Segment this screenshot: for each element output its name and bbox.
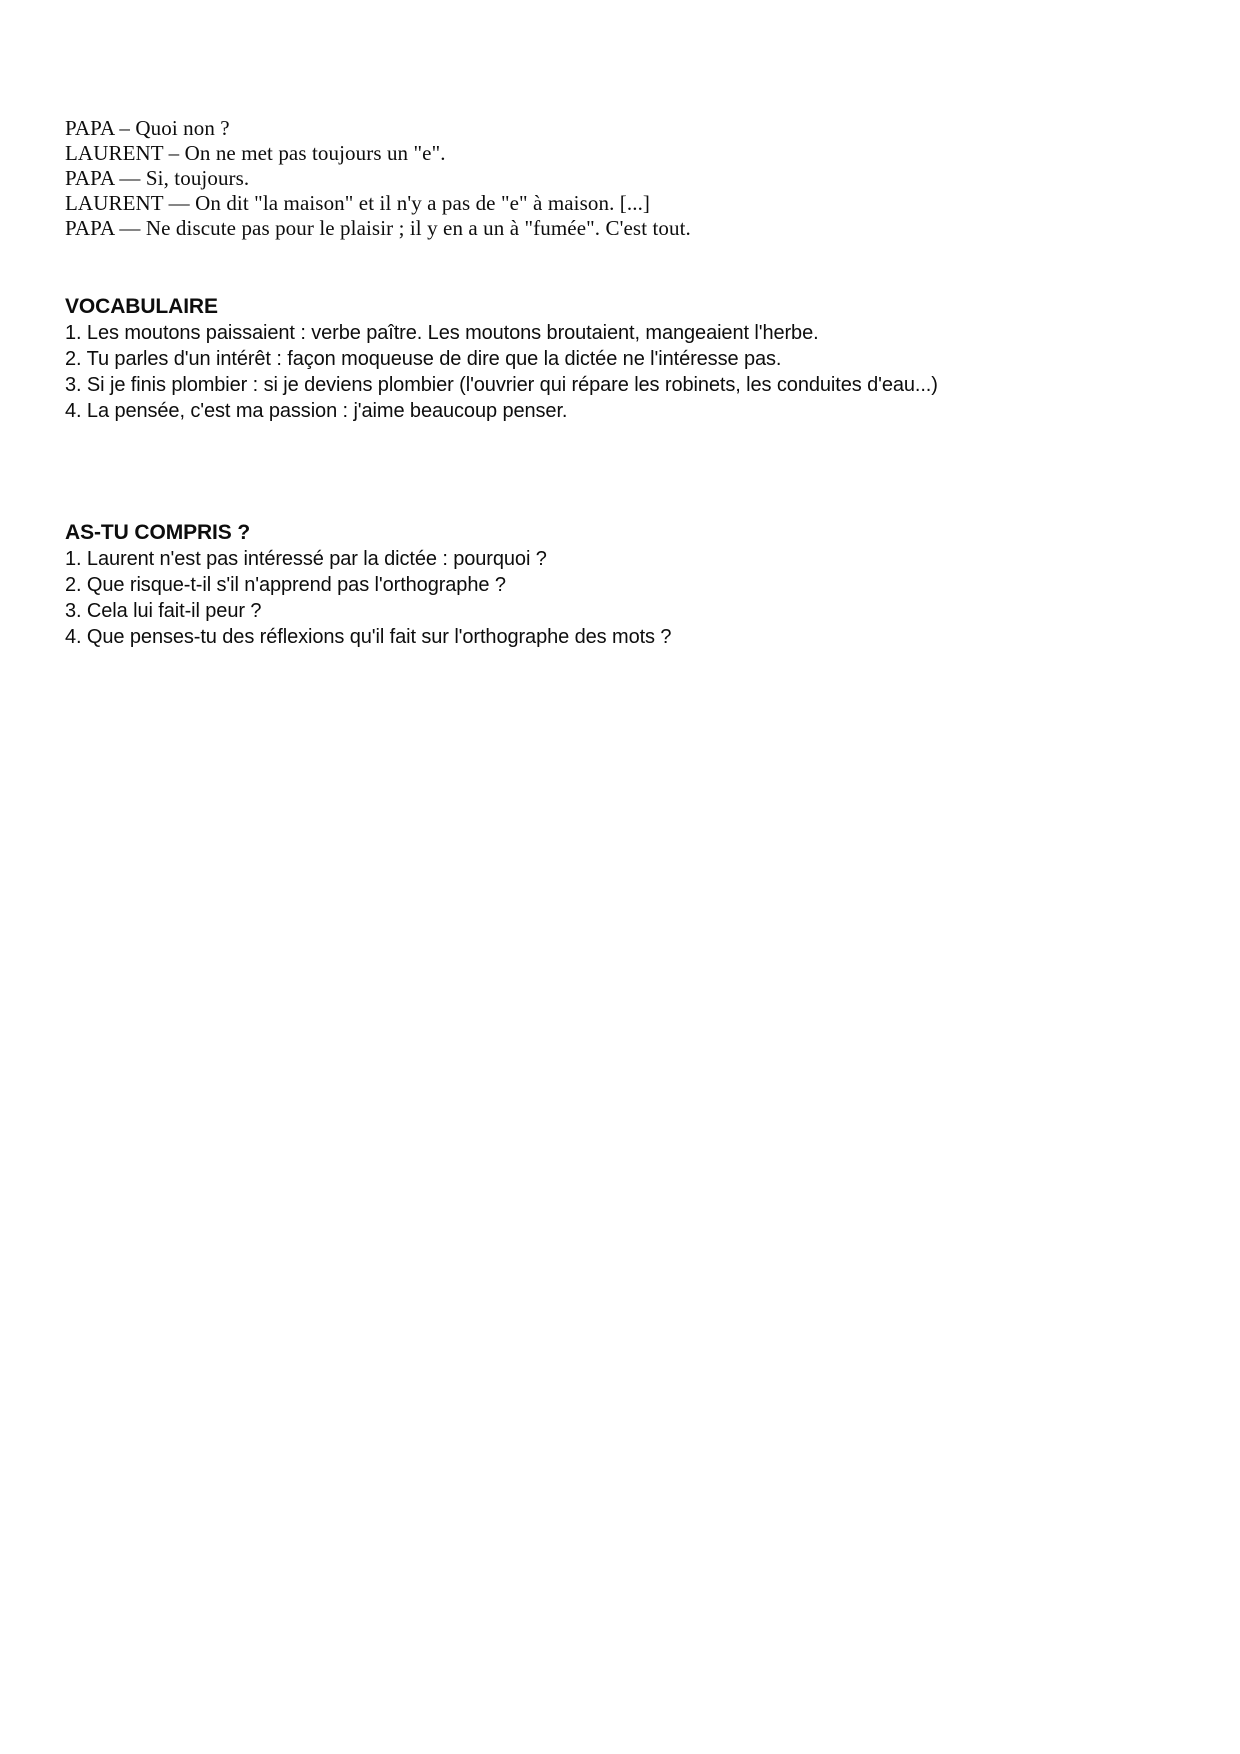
vocabulary-item: 3. Si je finis plombier : si je deviens plombier (l'ouvrier qui répare les robinets, les conduites d'eau...)	[65, 374, 938, 396]
vocabulary-section	[65, 294, 1180, 424]
comprehension-question: 1. Laurent n'est pas intéressé par la dictée : pourquoi ?	[65, 548, 547, 570]
dialogue-block	[65, 116, 1180, 241]
dialogue-line: LAURENT — On dit "la maison" et il n'y a pas de "e" à maison. [...]	[65, 191, 651, 215]
comprehension-question: 3. Cela lui fait-il peur ?	[65, 600, 262, 622]
dialogue-line: PAPA — Ne discute pas pour le plaisir ; il y en a un à "fumée". C'est tout.	[65, 216, 691, 240]
dialogue-line: PAPA – Quoi non ?	[65, 116, 230, 140]
vocabulary-item: 1. Les moutons paissaient : verbe paître. Les moutons broutaient, mangeaient l'herbe.	[65, 322, 819, 344]
vocabulary-item: 2. Tu parles d'un intérêt : façon moqueuse de dire que la dictée ne l'intéresse pas.	[65, 348, 782, 370]
vocabulary-heading: VOCABULAIRE	[65, 295, 218, 318]
comprehension-section	[65, 520, 1180, 650]
comprehension-question: 4. Que penses-tu des réflexions qu'il fait sur l'orthographe des mots ?	[65, 626, 672, 648]
dialogue-line: PAPA — Si, toujours.	[65, 166, 250, 190]
comprehension-question: 2. Que risque-t-il s'il n'apprend pas l'orthographe ?	[65, 574, 506, 596]
comprehension-heading: AS-TU COMPRIS ?	[65, 521, 251, 544]
vocabulary-item: 4. La pensée, c'est ma passion : j'aime beaucoup penser.	[65, 400, 568, 422]
dialogue-line: LAURENT – On ne met pas toujours un "e".	[65, 141, 446, 165]
